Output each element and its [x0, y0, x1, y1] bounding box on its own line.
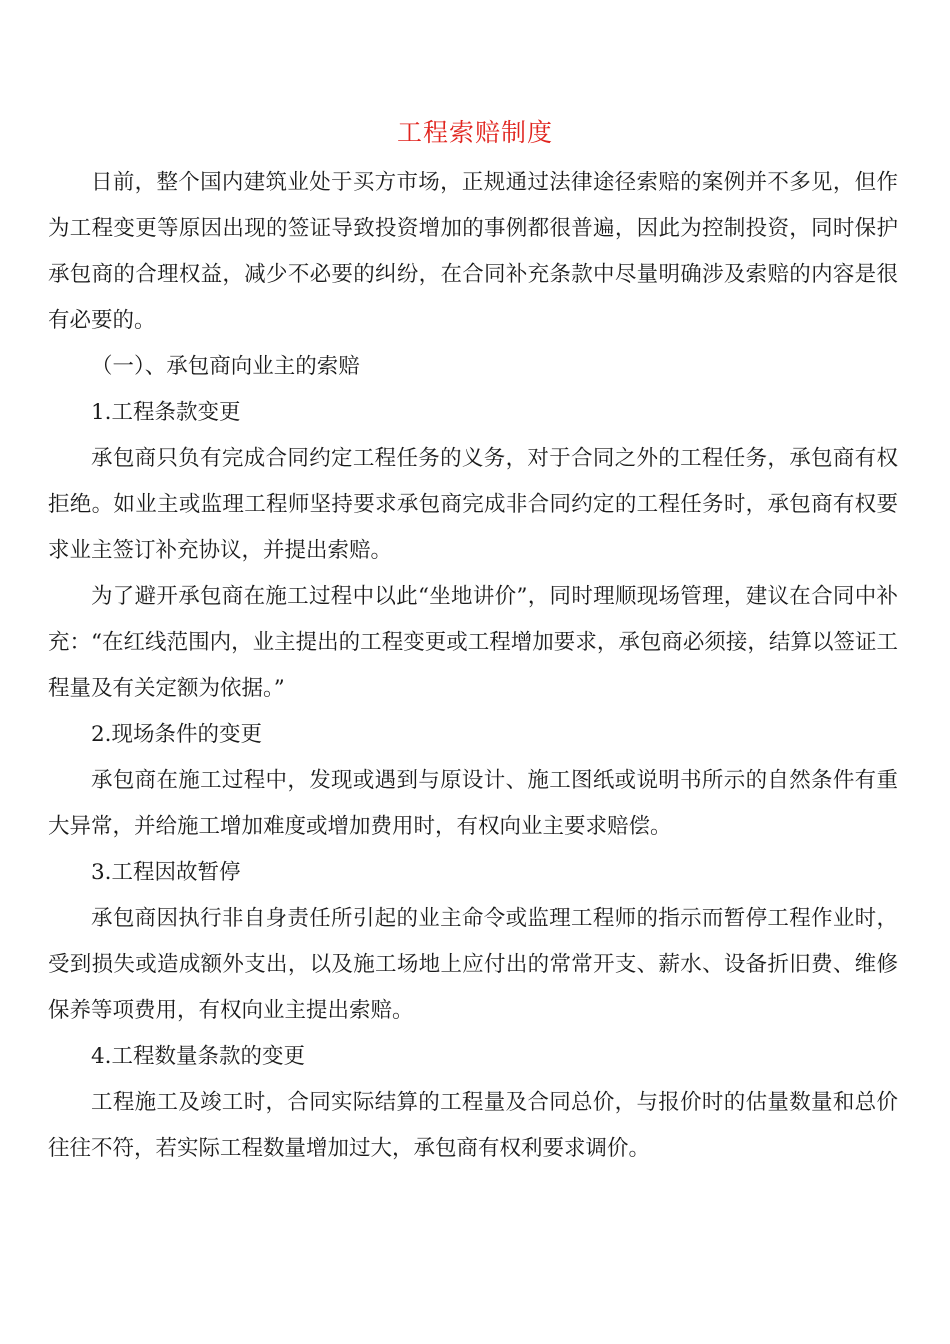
item-2-paragraph-1: 承包商在施工过程中，发现或遇到与原设计、施工图纸或说明书所示的自然条件有重大异常，并给施工增加难度或增加费用时，有权向业主要求赔偿。 — [48, 768, 898, 839]
section-heading: （一）、承包商向业主的索赔 — [91, 354, 360, 379]
item-1-paragraph-1: 承包商只负有完成合同约定工程任务的义务，对于合同之外的工程任务，承包商有权拒绝。如业主或监理工程师坚持要求承包商完成非合同约定的工程任务时，承包商有权要求业主签订补充协议，并提出索赔。 — [48, 446, 898, 563]
item-1-paragraph-2: 为了避开承包商在施工过程中以此“坐地讲价”，同时理顺现场管理，建议在合同中补充：“在红线范围内，业主提出的工程变更或工程增加要求，承包商必须接，结算以签证工程量及有关定额为依据。” — [48, 584, 898, 701]
item-3-paragraph-1: 承包商因执行非自身责任所引起的业主命令或监理工程师的指示而暂停工程作业时，受到损失或造成额外支出，以及施工场地上应付出的常常开支、薪水、设备折旧费、维修保养等项费用，有权向业主提出索赔。 — [48, 906, 898, 1023]
document-title: 工程索赔制度 — [396, 118, 553, 147]
document-body — [48, 160, 898, 1172]
intro-paragraph: 日前，整个国内建筑业处于买方市场，正规通过法律途径索赔的案例并不多见，但作为工程变更等原因出现的签证导致投资增加的事例都很普遍，因此为控制投资，同时保护承包商的合理权益，减少不必要的纠纷，在合同补充条款中尽量明确涉及索赔的内容是很有必要的。 — [48, 170, 898, 333]
item-1-heading: 1.工程条款变更 — [91, 400, 241, 425]
item-4-heading: 4.工程数量条款的变更 — [91, 1044, 306, 1069]
item-4-paragraph-1: 工程施工及竣工时，合同实际结算的工程量及合同总价，与报价时的估量数量和总价往往不符，若实际工程数量增加过大，承包商有权利要求调价。 — [48, 1090, 898, 1161]
item-3-heading: 3.工程因故暂停 — [91, 860, 241, 885]
item-2-heading: 2.现场条件的变更 — [91, 722, 263, 747]
